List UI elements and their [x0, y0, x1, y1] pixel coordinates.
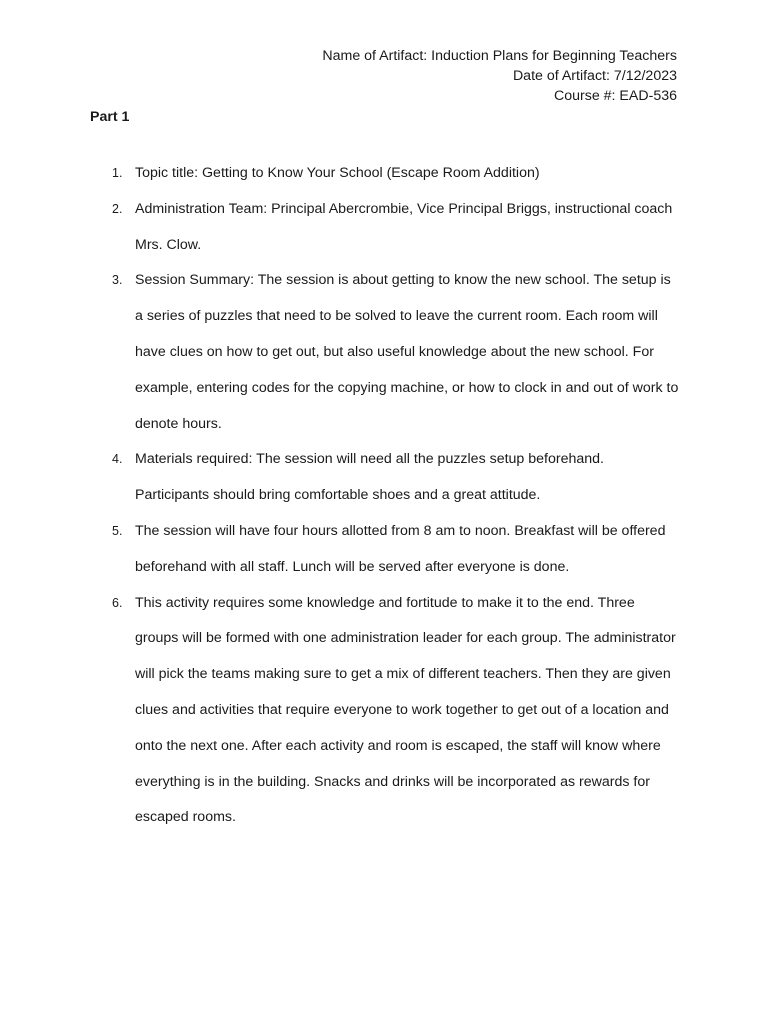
list-item-5 [0, 514, 680, 586]
list-item-number: 1. [112, 166, 123, 180]
document-header [322, 46, 677, 106]
list-item-number: 3. [112, 273, 123, 288]
list-item-text: The session will have four hours allotted from 8 am to noon. Breakfast will be offered beforehand with all staff. Lunch will be served after everyone is done. [135, 522, 666, 575]
list-item-text: This activity requires some knowledge and fortitude to make it to the end. Three groups will be formed with one administration leader for each group. The administrator will pick the teams making sure to get a mix of different teachers. Then they are given clues and activities that require everyone to work together to get out of a location and onto the next one. After each activity and room is escaped, the staff will know where everything is in the building. Snacks and drinks will be incorporated as rewards for escaped rooms. [135, 594, 676, 826]
list-item-text: Session Summary: The session is about getting to know the new school. The setup is a series of puzzles that need to be solved to leave the current room. Each room will have clues on how to get out, but also useful knowledge about the new school. For example, entering codes for the copying machine, or how to clock in and out of work to denote hours. [135, 272, 679, 432]
list-item-4 [0, 442, 680, 514]
course-number: Course #: EAD-536 [553, 88, 677, 104]
list-item-text: Administration Team: Principal Abercrombie, Vice Principal Briggs, instructional coach Mrs. Clow. [135, 200, 673, 253]
list-item-text: Topic title: Getting to Know Your School (Escape Room Addition) [135, 165, 540, 181]
list-item-number: 4. [112, 452, 123, 467]
section-title: Part 1 [90, 109, 130, 125]
list-item-3 [0, 263, 680, 442]
list-item-1 [0, 156, 680, 192]
list-item-text: Materials required: The session will need all the puzzles setup beforehand. Participants should bring comfortable shoes and a great attitude. [135, 451, 604, 504]
list-item-number: 5. [112, 523, 123, 538]
list-item-6 [0, 586, 680, 837]
list-item-2 [0, 192, 680, 264]
list-item-number: 6. [112, 595, 123, 610]
numbered-list [0, 156, 768, 836]
list-item-number: 2. [112, 201, 123, 216]
artifact-name: Name of Artifact: Induction Plans for Beginning Teachers [322, 48, 677, 64]
artifact-date: Date of Artifact: 7/12/2023 [512, 68, 677, 84]
